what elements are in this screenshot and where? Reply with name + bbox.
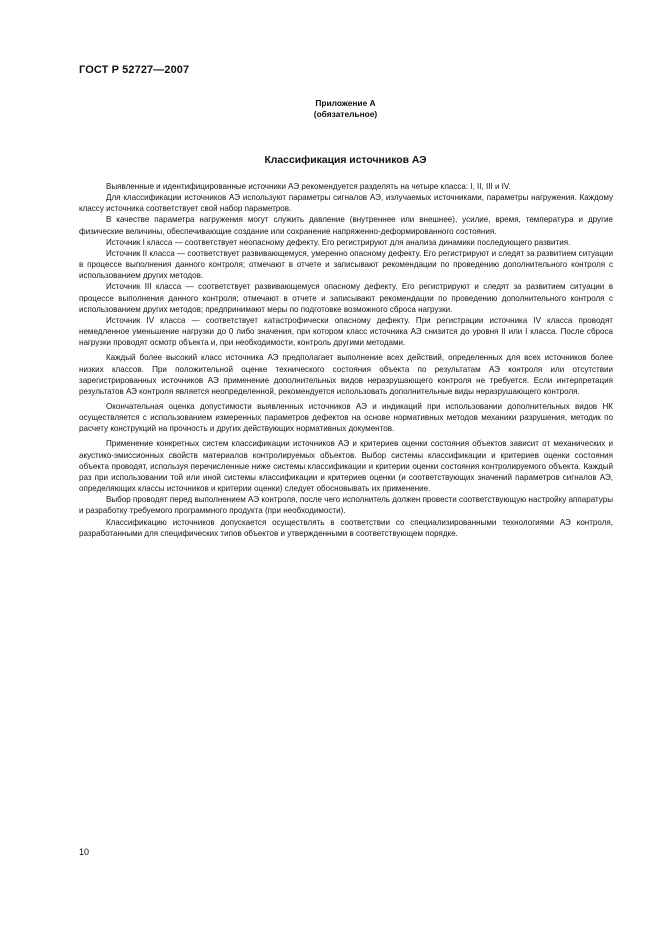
annex-heading — [0, 98, 661, 120]
section-title: Классификация источников АЭ — [264, 155, 427, 166]
page-number: 10 — [79, 847, 90, 857]
paragraph: Для классификации источников АЭ используют параметры сигналов АЭ, излучаемых источниками, параметры нагружения. Каждому классу источника соответствует свой набор параметров. — [79, 193, 613, 214]
paragraph: Выявленные и идентифицированные источники АЭ рекомендуется разделять на четыре класса: I, II, III и IV. — [106, 182, 511, 191]
body-text — [79, 181, 613, 539]
document-header: ГОСТ Р 52727—2007 — [79, 64, 190, 76]
paragraph: Выбор проводят перед выполнением АЭ контроля, после чего исполнитель должен провести соответствующую настройку аппаратуры и разработку требуемого программного продукта (при необходимости). — [79, 495, 613, 516]
paragraph: Источник III класса — соответствует развивающемуся опасному дефекту. Его регистрируют и следят за развитием ситуации в процессе выполнения данного контроля; отмечают в отчете и записывают рекомендации по проведению дополнительного контроля с использованием других методов; предпринимают меры по подготовке возможного сброса нагрузки. — [79, 282, 613, 314]
paragraph: Источник I класса — соответствует неопасному дефекту. Его регистрируют для анализа динамики последующего развития. — [106, 237, 571, 247]
paragraph: Применение конкретных систем классификации источников АЭ и критериев оценки состояния объектов зависит от механических и акустико-эмиссионных свойств материалов контролируемых объектов. Выбор системы классификации и критериев оценки состояния объекта проводят, используя перечисленные ниже системы классификации и критерии оценки состояния контролируемого объекта. Каждый раз при использовании той или иной системы классификации и критериев оценки (и соответствующих значений параметров сигналов АЭ, определяющих классы источников и критерии оценки) следует обосновывать их применение. — [79, 439, 613, 494]
paragraph: Каждый более высокий класс источника АЭ предполагает выполнение всех действий, определенных для всех источников более низких классов. При положительной оценке технического состояния объекта по результатам АЭ контроля или отсутствии зарегистрированных источников АЭ применение дополнительных видов неразрушающего контроля не требуется. Если интерпретация результатов АЭ контроля является неопределенной, рекомендуется использовать дополнительные виды неразрушающего контроля. — [79, 353, 613, 396]
paragraph: Источник II класса — соответствует развивающемуся, умеренно опасному дефекту. Его регистрируют и следят за развитием ситуации в процессе выполнения данного контроля; отмечают в отчете и записывают рекомендации по проведению дополнительного контроля с использованием других методов. — [79, 248, 613, 281]
paragraph: Окончательная оценка допустимости выявленных источников АЭ и индикаций при использовании дополнительных видов НК осуществляется с использованием измеренных параметров дефектов на основе нормативных методов механики разрушения, методик по расчету конструкций на прочность и других действующих нормативных документов. — [79, 401, 613, 434]
paragraph: Классификацию источников допускается осуществлять в соответствии со специализированными технологиями АЭ контроля, разработанными для специфических типов объектов и утвержденными в соответствующем порядке. — [79, 517, 613, 538]
annex-status: (обязательное) — [313, 109, 378, 119]
paragraph: В качестве параметра нагружения могут служить давление (внутреннее или внешнее), усилие, время, температура и другие физические величины, обеспечивающие создание или сохранение напряженно-деформированного состояния. — [79, 215, 613, 236]
annex-label: Приложение А — [315, 98, 376, 108]
paragraph: Источник IV класса — соответствует катастрофически опасному дефекту. При регистрации источника IV класса проводят немедленное уменьшение нагрузки до 0 либо значения, при котором класс источника АЭ снизится до уровня II или I класса. После сброса нагрузки проводят осмотр объекта и, при необходимости, контроль другими методами. — [79, 315, 613, 348]
